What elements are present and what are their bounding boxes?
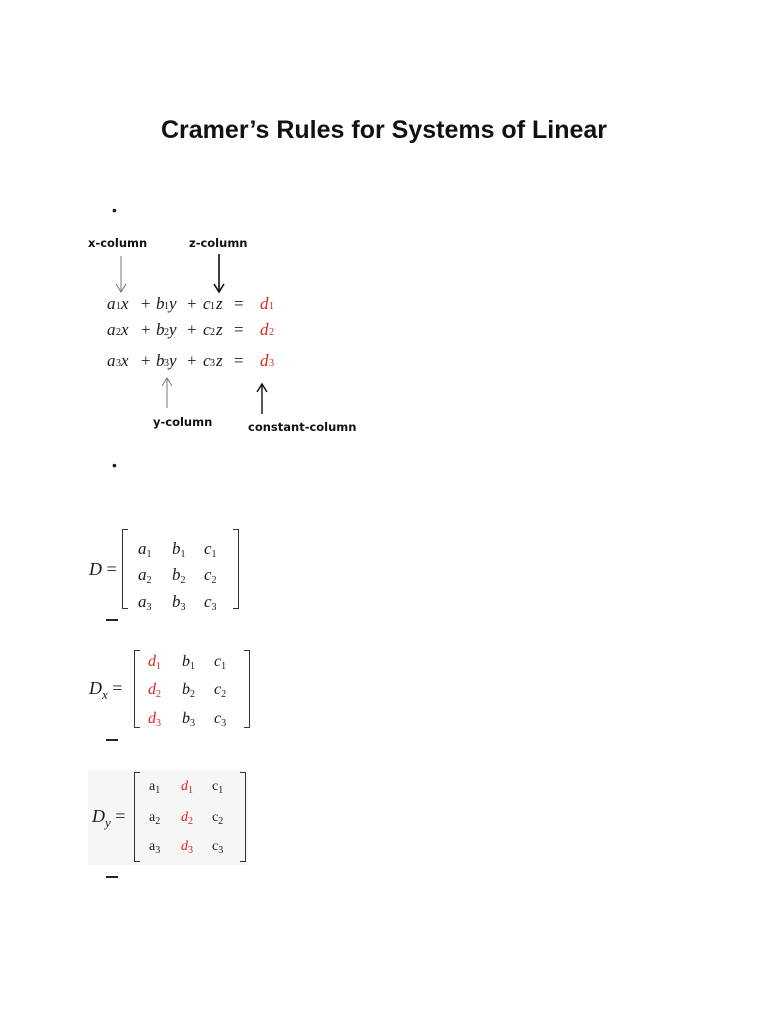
matrix-equals: = [102,559,117,579]
matrix-name-d [89,559,117,580]
cell-index: 2 [221,689,227,700]
matrix-cell [204,539,217,560]
matrix-cell [182,710,195,729]
matrix-cell [181,779,193,796]
cell-index: 3 [155,845,161,856]
matrix-cell [212,839,223,856]
matrix-equals: = [107,678,123,698]
equation-term-bi: 2 [164,327,169,338]
equation-term-ai: 1 [116,301,121,312]
matrix-name-dy [92,806,125,831]
cell-letter: c [212,810,219,825]
equation-term-bi: 1 [164,301,169,312]
cell-index: 3 [218,845,224,856]
matrix-cell [138,592,152,613]
dash-2 [106,739,118,741]
z-column-label: z-column [189,236,248,250]
equation-term-y: y [169,294,177,313]
cell-index: 1 [188,785,193,796]
cell-index: 1 [156,661,161,672]
matrix-cell [214,681,226,700]
cell-index: 1 [211,549,217,560]
cell-letter: b [172,539,181,558]
cell-index: 2 [155,816,161,827]
equation-term-plus2: + [187,294,197,313]
matrix-symbol: D [89,559,102,579]
matrix-cell [214,653,226,672]
matrix-subscript: y [105,815,111,830]
page-title: Cramer’s Rules for Systems of Linear [161,116,607,144]
equation-term-eq: = [234,351,244,370]
matrix-cell [212,810,223,827]
equation-term-ci: 1 [210,301,215,312]
equation-term-b: b [156,351,165,370]
matrix-cell [214,710,226,729]
matrix-cell [149,839,160,856]
cell-index: 2 [156,689,161,700]
left-bracket [122,529,128,609]
cell-letter: b [182,710,190,727]
y-column-arrow [162,378,172,408]
equation-term-plus2: + [187,351,197,370]
cell-letter: a [149,839,156,854]
right-bracket [240,772,246,862]
matrix-cell [172,565,186,586]
matrix-cell [182,681,195,700]
cell-index: 3 [221,718,227,729]
equation-term-c: c [203,320,211,339]
cell-letter: c [204,539,212,558]
x-column-label: x-column [88,236,148,250]
equation-term-a: a [107,294,116,313]
equation-term-ci: 3 [210,358,215,369]
cell-index: 1 [218,785,224,796]
matrix-cell [181,839,193,856]
matrix-cell [148,710,161,729]
matrix-name-dx [89,678,122,703]
cell-index: 3 [211,602,217,613]
cell-index: 2 [218,816,224,827]
equation-term-di: 2 [269,327,274,338]
cell-letter: d [181,839,188,854]
cell-letter: d [181,779,188,794]
equation-term-bi: 3 [164,358,169,369]
cell-index: 3 [146,602,152,613]
cell-letter: c [214,710,222,727]
equation-term-y: y [169,320,177,339]
right-bracket [244,650,250,728]
equation-term-c: c [203,351,211,370]
equation-term-eq: = [234,320,244,339]
bullet-2: • [112,457,117,473]
cell-index: 2 [211,575,217,586]
cell-index: 3 [190,718,195,729]
matrix-symbol: D [89,678,102,698]
equation-term-plus2: + [187,320,197,339]
cell-letter: a [138,565,147,584]
left-bracket [134,650,140,728]
equation-term-ai: 3 [116,358,121,369]
cell-index: 2 [180,575,186,586]
equation-term-di: 3 [269,358,274,369]
matrix-symbol: D [92,806,105,826]
equation-term-z: z [216,294,223,313]
matrix-equals: = [110,806,126,826]
cell-letter: d [148,710,156,727]
cell-index: 1 [155,785,161,796]
equation-term-eq: = [234,294,244,313]
left-bracket [134,772,140,862]
equation-term-y: y [169,351,177,370]
equation-term-d: d [260,351,269,370]
cell-letter: b [182,653,190,670]
matrix-cell [181,810,193,827]
equation-term-plus1: + [141,351,151,370]
matrix-cell [212,779,223,796]
cell-letter: a [149,810,156,825]
equation-term-x: x [121,351,129,370]
cell-letter: c [204,565,212,584]
matrix-cell [148,681,161,700]
cell-letter: b [182,681,190,698]
cell-letter: d [148,681,156,698]
y-column-label: y-column [153,415,213,429]
equation-term-di: 1 [269,301,274,312]
cell-index: 3 [188,845,193,856]
cell-letter: a [138,592,147,611]
cell-index: 2 [146,575,152,586]
matrix-cell [149,779,160,796]
equation-term-z: z [216,320,223,339]
matrix-cell [182,653,195,672]
right-bracket [233,529,239,609]
cell-letter: d [181,810,188,825]
matrix-cell [138,539,152,560]
bullet-1: • [112,202,117,218]
equation-term-d: d [260,294,269,313]
dash-3 [106,876,118,878]
cell-index: 3 [180,602,186,613]
cell-letter: c [212,779,219,794]
cell-letter: c [212,839,219,854]
equation-term-a: a [107,320,116,339]
matrix-cell [138,565,152,586]
cell-letter: d [148,653,156,670]
equation-term-a: a [107,351,116,370]
cell-letter: c [204,592,212,611]
matrix-cell [204,592,217,613]
cell-index: 1 [221,661,227,672]
equation-term-x: x [121,320,129,339]
cell-letter: b [172,592,181,611]
cell-index: 3 [156,718,161,729]
matrix-subscript: x [102,687,108,702]
cell-letter: c [214,681,222,698]
cell-letter: c [214,653,222,670]
equation-term-c: c [203,294,211,313]
cell-letter: a [149,779,156,794]
cell-index: 2 [188,816,193,827]
cell-index: 1 [146,549,152,560]
x-column-arrow [116,256,126,292]
equation-term-z: z [216,351,223,370]
arrows-layer [0,0,768,460]
constant-column-label: constant-column [248,420,357,434]
dash-1 [106,619,118,621]
equation-term-b: b [156,320,165,339]
z-column-arrow [214,254,224,292]
cell-index: 1 [180,549,186,560]
equation-term-x: x [121,294,129,313]
matrix-cell [172,539,186,560]
cell-letter: a [138,539,147,558]
matrix-cell [172,592,186,613]
matrix-cell [149,810,160,827]
matrix-cell [204,565,217,586]
constant-column-arrow [257,384,267,414]
equation-term-plus1: + [141,294,151,313]
equation-term-ci: 2 [210,327,215,338]
equation-term-d: d [260,320,269,339]
matrix-cell [148,653,161,672]
equation-term-ai: 2 [116,327,121,338]
cell-index: 2 [190,689,195,700]
cell-index: 1 [190,661,195,672]
cell-letter: b [172,565,181,584]
equation-term-b: b [156,294,165,313]
equation-term-plus1: + [141,320,151,339]
